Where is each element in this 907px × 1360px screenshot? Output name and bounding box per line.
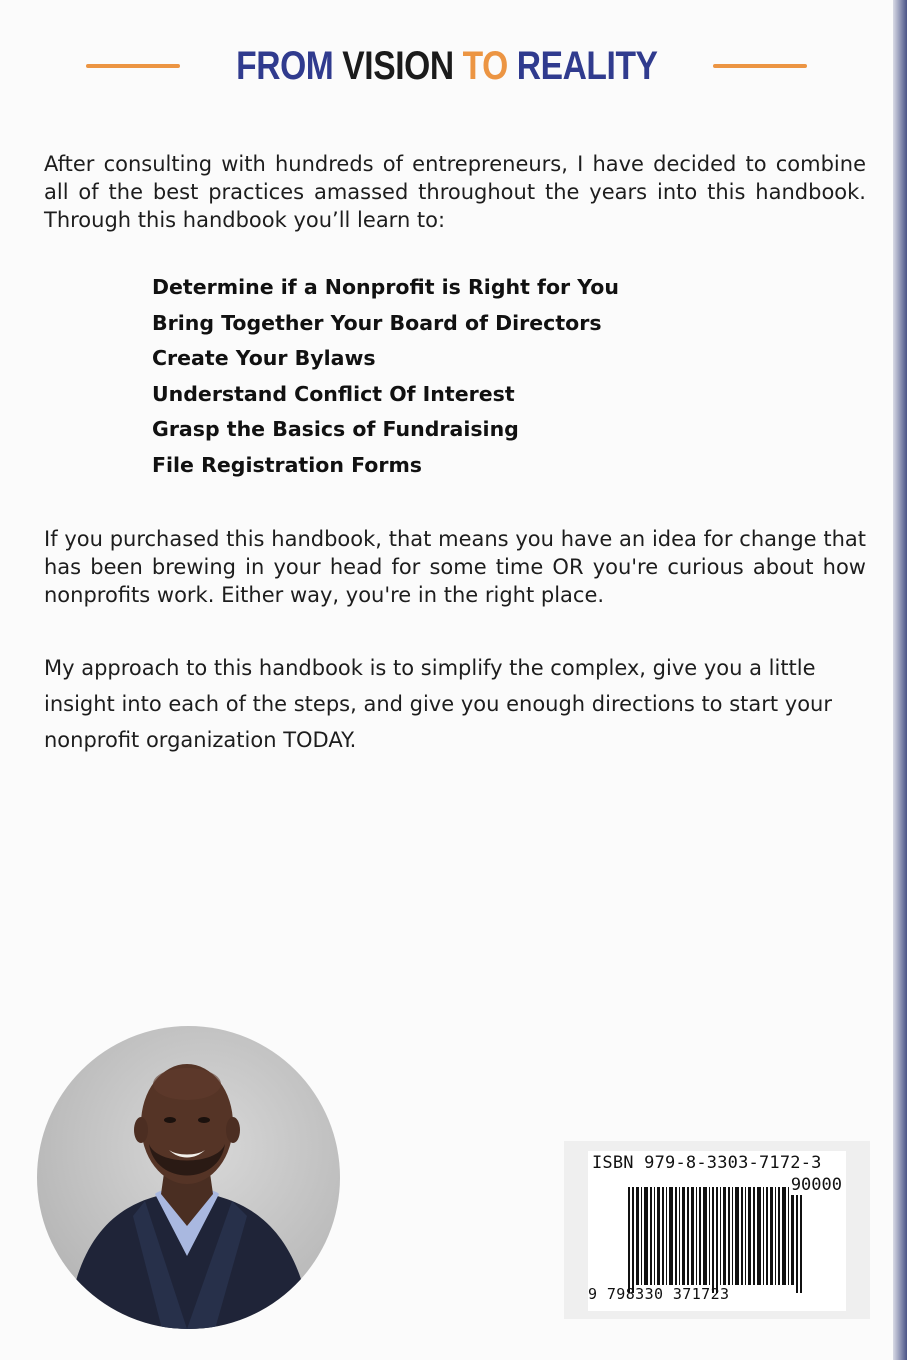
learning-item: Determine if a Nonprofit is Right for You [152, 275, 619, 299]
learning-list [152, 271, 619, 485]
title-word-from: FROM [235, 43, 334, 88]
purchase-paragraph: If you purchased this handbook, that means you have an idea for change that has been brewing in your head for some time OR you're curious about how nonprofits work. Either way, you're in the right place. [44, 527, 866, 607]
learning-item: Bring Together Your Board of Directors [152, 310, 602, 335]
price-code: 90000 [790, 1175, 842, 1195]
learning-item: File Registration Forms [152, 452, 423, 477]
title-row [0, 36, 893, 96]
spine-edge [893, 0, 907, 1360]
barcode-panel [564, 1141, 870, 1319]
title-left-rule [86, 64, 180, 68]
title-word-to: TO [462, 43, 508, 88]
intro-paragraph: After consulting with hundreds of entrepreneurs, I have decided to combine all of the best practices amassed throughout the years into this handbook. Through this handbook you’ll learn to: [44, 152, 866, 232]
title-word-reality: REALITY [516, 43, 658, 88]
page-title [236, 44, 657, 89]
learning-item: Create Your Bylaws [152, 346, 376, 371]
isbn-label: ISBN 979-8-3303-7172-3 [592, 1153, 822, 1173]
barcode [588, 1151, 846, 1311]
barcode-digits: 9 798330 371723 [588, 1285, 730, 1303]
approach-paragraph: My approach to this handbook is to simplify the complex, give you a little insight into each of the steps, and give you enough directions to start your nonprofit organization TODAY. [44, 656, 833, 752]
learning-item: Grasp the Basics of Fundraising [152, 417, 519, 442]
author-photo [37, 1026, 340, 1329]
title-right-rule [713, 64, 807, 68]
author-portrait-illustration [37, 1026, 340, 1329]
title-word-vision: VISION [341, 43, 454, 88]
learning-item: Understand Conflict Of Interest [152, 381, 515, 406]
